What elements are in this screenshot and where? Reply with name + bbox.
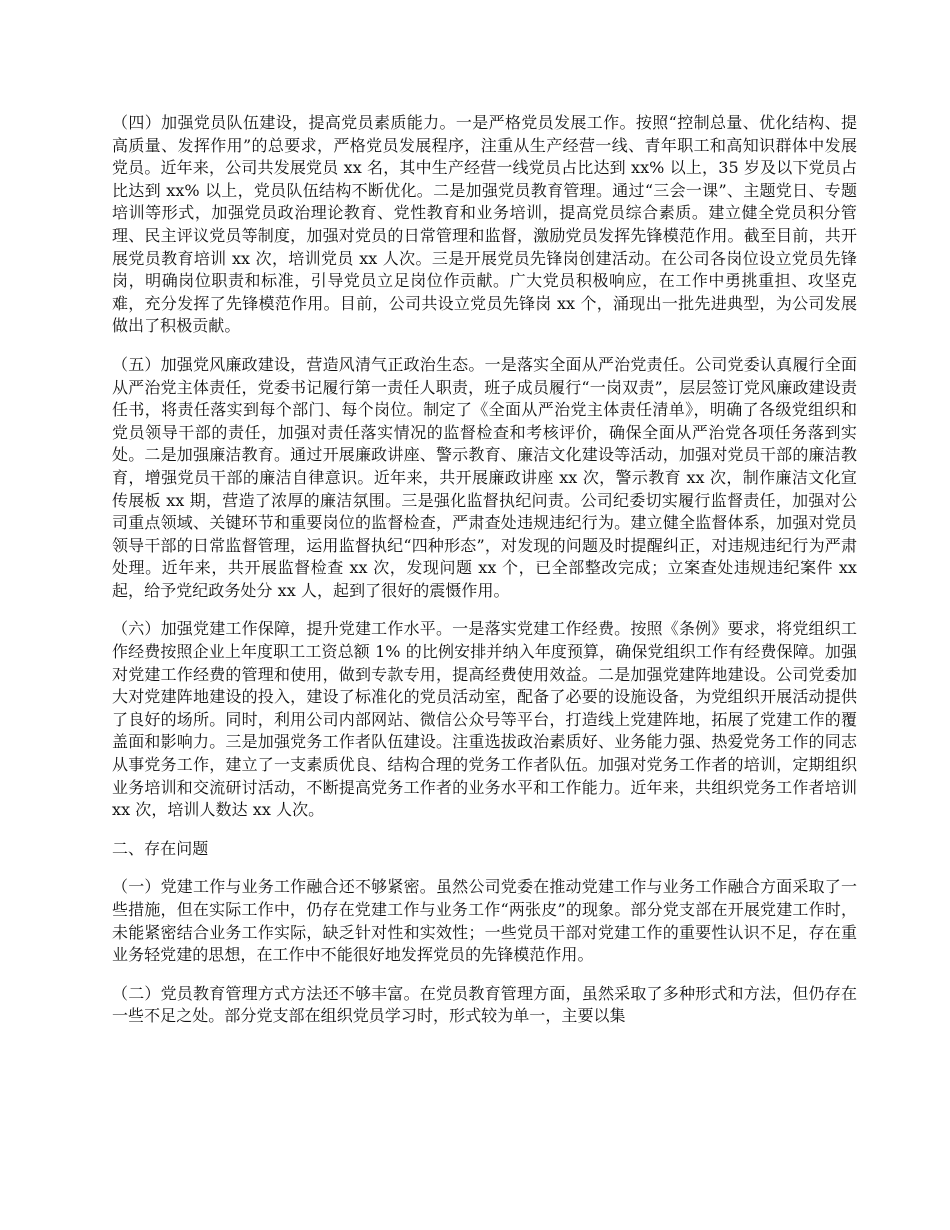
paragraph-integrity-building: （五）加强党风廉政建设，营造风清气正政治生态。一是落实全面从严治党责任。公司党委认真履行全面从严治党主体责任，党委书记履行第一责任人职责，班子成员履行“一岗双责”，层层签订党风廉政建设责任书，将责任落实到每个部门、每个岗位。制定了《全面从严治党主体责任清单》，明确了各级党组织和党员领导干部的责任，加强对责任落实情况的监督检查和考核评价，确保全面从严治党各项任务落到实处。二是加强廉洁教育。通过开展廉政讲座、警示教育、廉洁文化建设等活动，加强对党员干部的廉洁教育，增强党员干部的廉洁自律意识。近年来，共开展廉政讲座 xx 次，警示教育 xx 次，制作廉洁文化宣传展板 xx 期，营造了浓厚的廉洁氛围。三是强化监督执纪问责。公司纪委切实履行监督责任，加强对公司重点领域、关键环节和重要岗位的监督检查，严肃查处违规违纪行为。建立健全监督体系，加强对党员领导干部的日常监督管理，运用监督执纪“四种形态”，对发现的问题及时提醒纠正，对违规违纪行为严肃处理。近年来，共开展监督检查 xx 次，发现问题 xx 个，已全部整改完成；立案查处违规违纪案件 xx 起，给予党纪政务处分 xx 人，起到了很好的震慑作用。 bbox=[112, 354, 857, 600]
section-heading-problems: 二、存在问题 bbox=[112, 838, 209, 858]
paragraph-problem-education-methods: （二）党员教育管理方式方法还不够丰富。在党员教育管理方面，虽然采取了多种形式和方法，但仍存在一些不足之处。部分党支部在组织党员学习时，形式较为单一，主要以集 bbox=[112, 983, 857, 1026]
paragraph-problem-integration: （一）党建工作与业务工作融合还不够紧密。虽然公司党委在推动党建工作与业务工作融合方面采取了一些措施，但在实际工作中，仍存在党建工作与业务工作“两张皮”的现象。部分党支部在开展党建工作时，未能紧密结合业务工作实际，缺乏针对性和实效性；一些党员干部对党建工作的重要性认识不足，存在重业务轻党建的思想，在工作中不能很好地发挥党员的先锋模范作用。 bbox=[112, 877, 857, 965]
document-page bbox=[112, 112, 857, 1044]
paragraph-party-member-team: （四）加强党员队伍建设，提高党员素质能力。一是严格党员发展工作。按照“控制总量、优化结构、提高质量、发挥作用”的总要求，严格党员发展程序，注重从生产经营一线、青年职工和高知识群体中发展党员。近年来，公司共发展党员 xx 名，其中生产经营一线党员占比达到 xx% 以上，35 岁及以下党员占比达到 xx% 以上，党员队伍结构不断优化。二是加强党员教育管理。通过“三会一课”、主题党日、专题培训等形式，加强党员政治理论教育、党性教育和业务培训，提高党员综合素质。建立健全党员积分管理、民主评议党员等制度，加强对党员的日常管理和监督，激励党员发挥先锋模范作用。截至目前，共开展党员教育培训 xx 次，培训党员 xx 人次。三是开展党员先锋岗创建活动。在公司各岗位设立党员先锋岗，明确岗位职责和标准，引导党员立足岗位作贡献。广大党员积极响应，在工作中勇挑重担、攻坚克难，充分发挥了先锋模范作用。目前，公司共设立党员先锋岗 xx 个，涌现出一批先进典型，为公司发展做出了积极贡献。 bbox=[112, 113, 857, 336]
paragraph-party-work-support: （六）加强党建工作保障，提升党建工作水平。一是落实党建工作经费。按照《条例》要求，将党组织工作经费按照企业上年度职工工资总额 1% 的比例安排并纳入年度预算，确保党组织工作有经费保障。加强对党建工作经费的管理和使用，做到专款专用，提高经费使用效益。二是加强党建阵地建设。公司党委加大对党建阵地建设的投入，建设了标准化的党员活动室，配备了必要的设施设备，为党组织开展活动提供了良好的场所。同时，利用公司内部网站、微信公众号等平台，打造线上党建阵地，拓展了党建工作的覆盖面和影响力。三是加强党务工作者队伍建设。注重选拔政治素质好、业务能力强、热爱党务工作的同志从事党务工作，建立了一支素质优良、结构合理的党务工作者队伍。加强对党务工作者的培训，定期组织业务培训和交流研讨活动，不断提高党务工作者的业务水平和工作能力。近年来，共组织党务工作者培训 xx 次，培训人数达 xx 人次。 bbox=[112, 619, 857, 820]
